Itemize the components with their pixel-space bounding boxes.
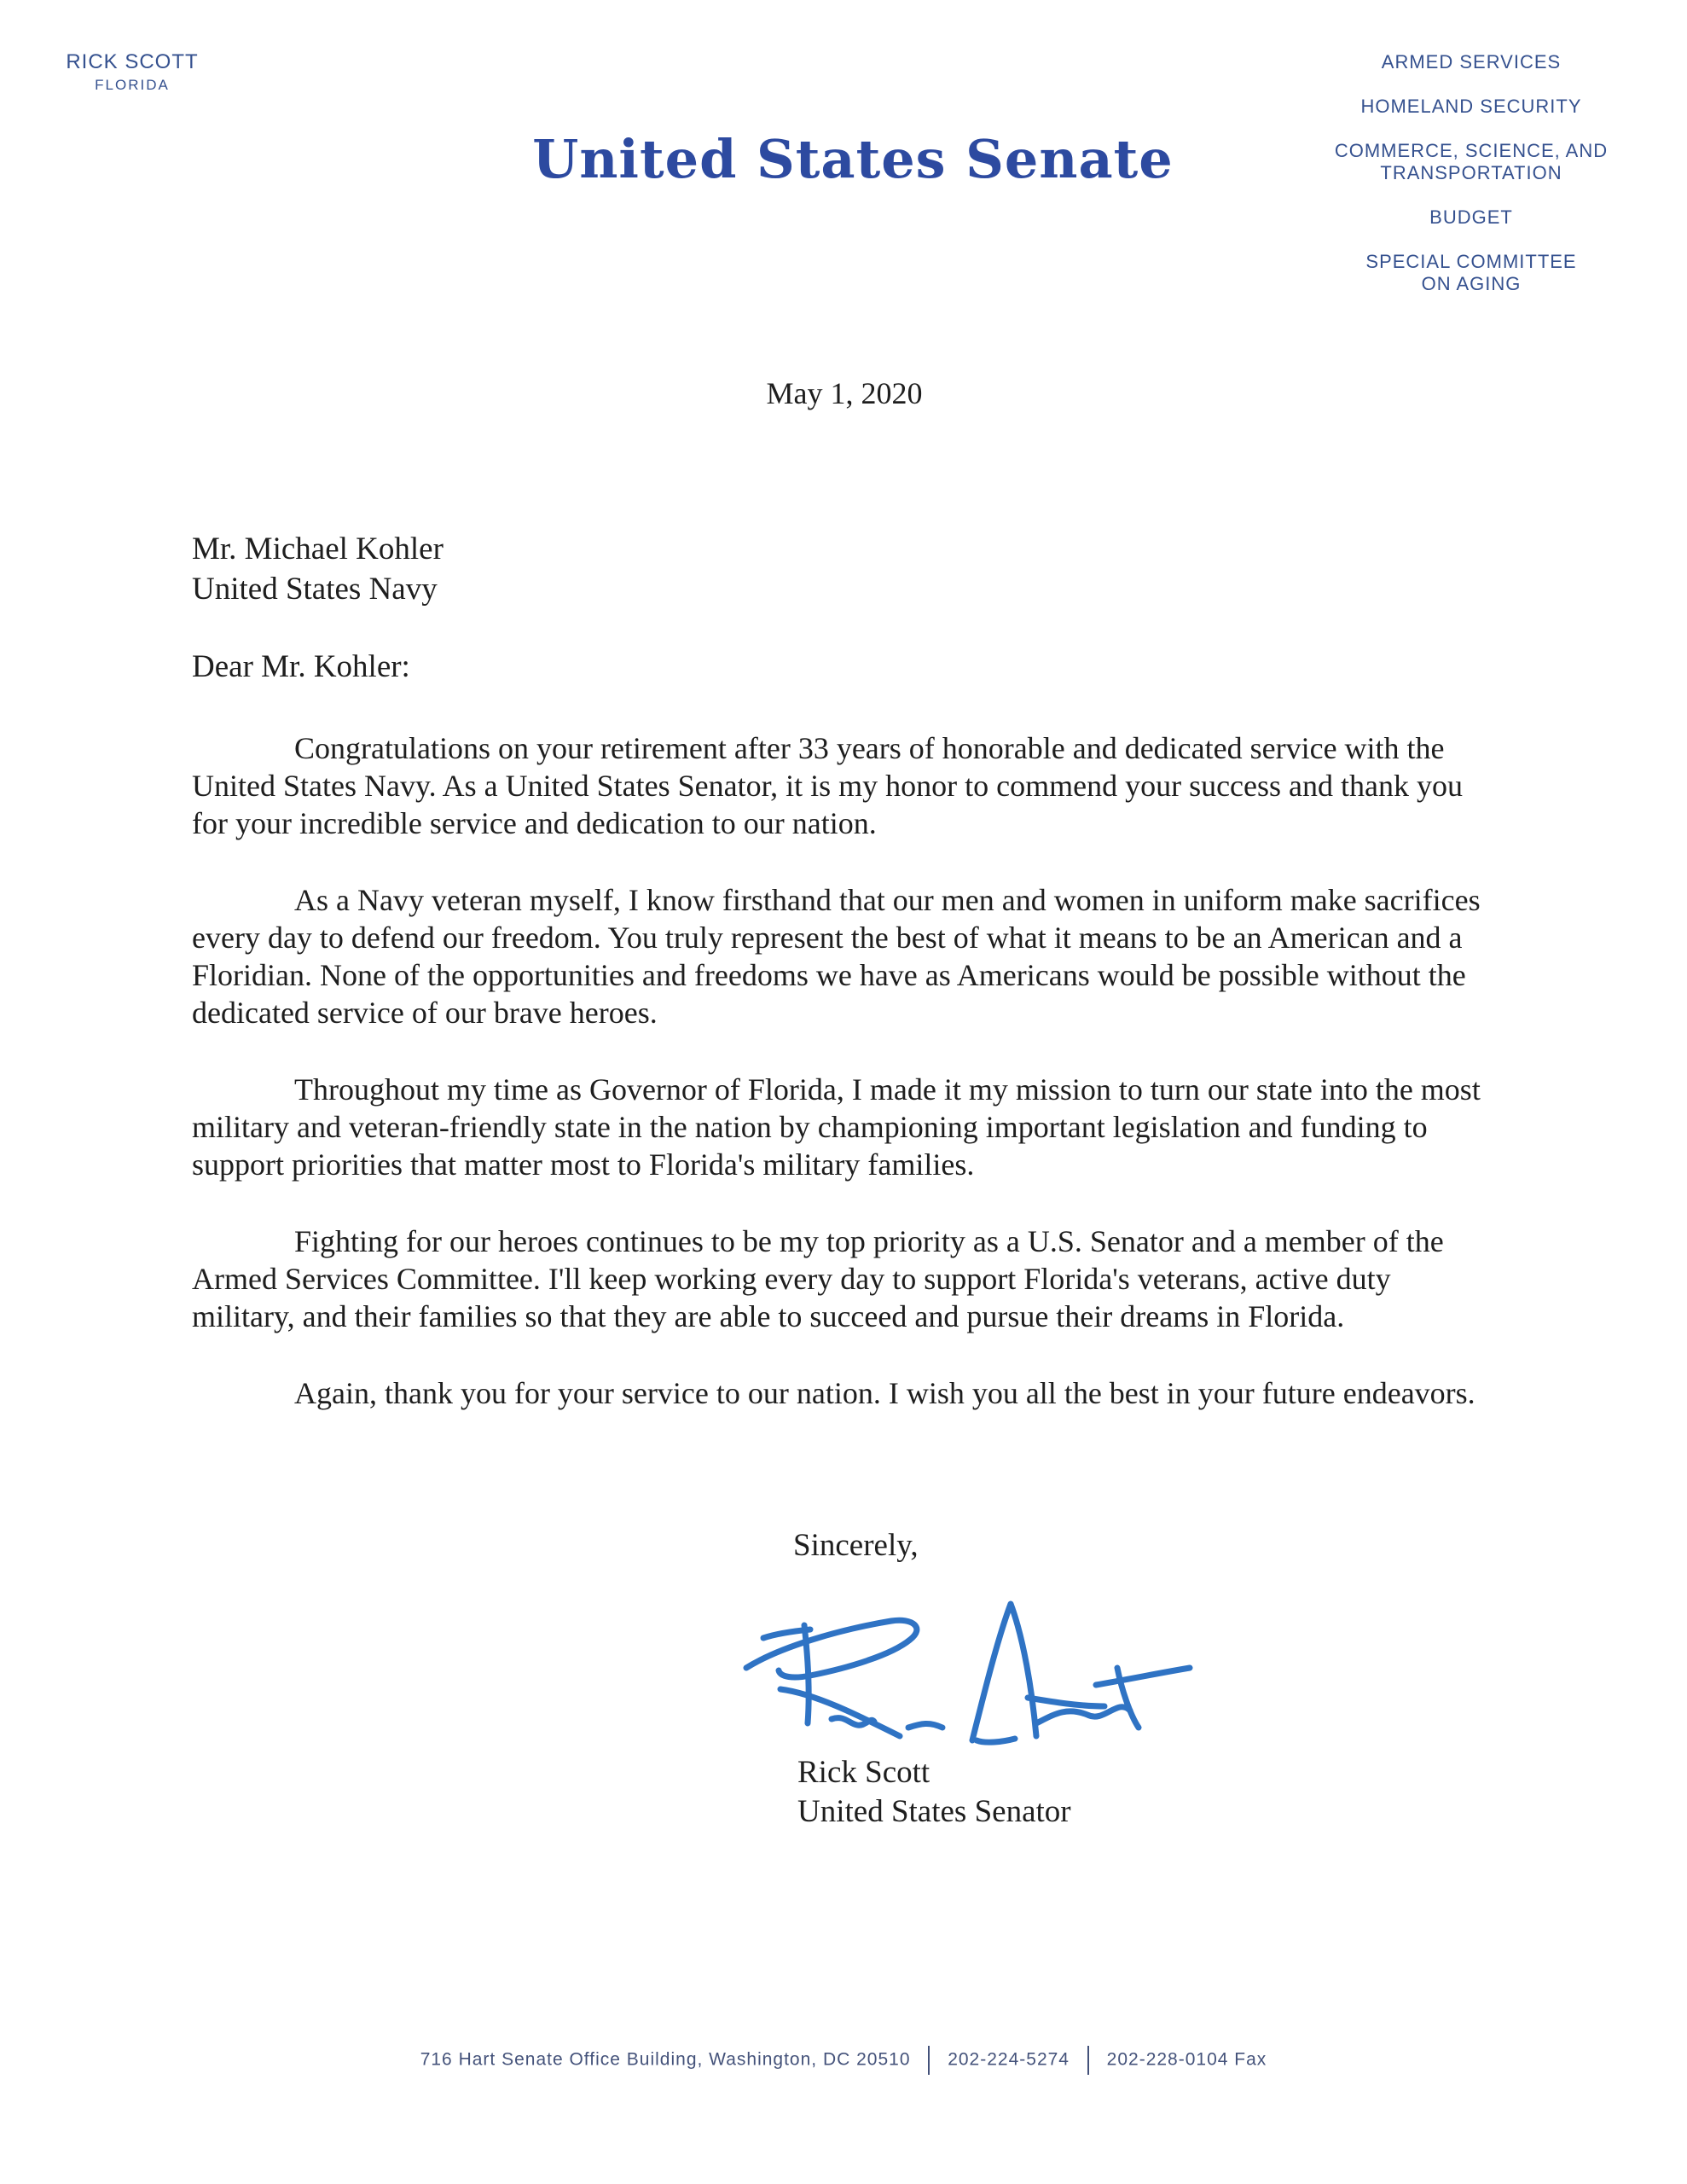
footer-divider [1087,2046,1089,2075]
salutation: Dear Mr. Kohler: [192,649,410,684]
footer [0,2046,1687,2075]
committee-item: HOMELAND SECURITY [1360,96,1582,117]
body-paragraph: Throughout my time as Governor of Florida, I made it my mission to turn our state into the most military and veteran-friendly state in the nation by championing important legislation and funding to support priorities that matter most to Florida's military families. [192,1072,1481,1182]
senator-block [34,49,230,96]
handwritten-signature [729,1587,1241,1757]
committee-item: COMMERCE, SCIENCE, AND TRANSPORTATION [1334,140,1609,183]
committee-item: ARMED SERVICES [1381,51,1562,73]
letter-date: May 1, 2020 [766,376,923,410]
senate-title: United States Senate [532,128,1174,190]
footer-divider [928,2046,930,2075]
recipient-name: Mr. Michael Kohler [192,531,443,566]
committee-item: BUDGET [1429,206,1513,228]
footer-address: 716 Hart Senate Office Building, Washington, DC 20510 [420,2049,911,2070]
body-paragraph: Fighting for our heroes continues to be my top priority as a U.S. Senator and a member of the Armed Services Committee. I'll keep working every day to support Florida's veterans, active duty military, and their families so that they are able to succeed and pursue their dreams in Florida. [192,1224,1444,1333]
body-paragraph: As a Navy veteran myself, I know firsthand that our men and women in uniform make sacrifices every day to defend our freedom. You truly represent the best of what it means to be an American and a Floridian. None of the opportunities and freedoms we have as Americans would be possible without the dedicated service of our brave heroes. [192,883,1481,1030]
senator-state: FLORIDA [95,77,170,93]
signer-name: Rick Scott [797,1755,930,1790]
committee-list [1309,51,1633,317]
senator-name: RICK SCOTT [66,50,199,73]
closing: Sincerely, [793,1528,919,1563]
signer-block [797,1753,1071,1832]
recipient-organization: United States Navy [192,572,438,607]
footer-fax: 202-228-0104 Fax [1106,2049,1267,2070]
committee-item: SPECIAL COMMITTEE ON AGING [1365,251,1577,294]
body-paragraph: Again, thank you for your service to our nation. I wish you all the best in your future endeavors. [294,1376,1475,1410]
signer-title: United States Senator [797,1794,1071,1829]
footer-phone: 202-224-5274 [948,2049,1070,2070]
recipient-block [192,529,443,609]
body-paragraph: Congratulations on your retirement after 33 years of honorable and dedicated service with the United States Navy. As a United States Senator, it is my honor to commend your success and thank you for your incredible service and dedication to our nation. [192,731,1463,840]
letter-body [192,729,1493,1451]
